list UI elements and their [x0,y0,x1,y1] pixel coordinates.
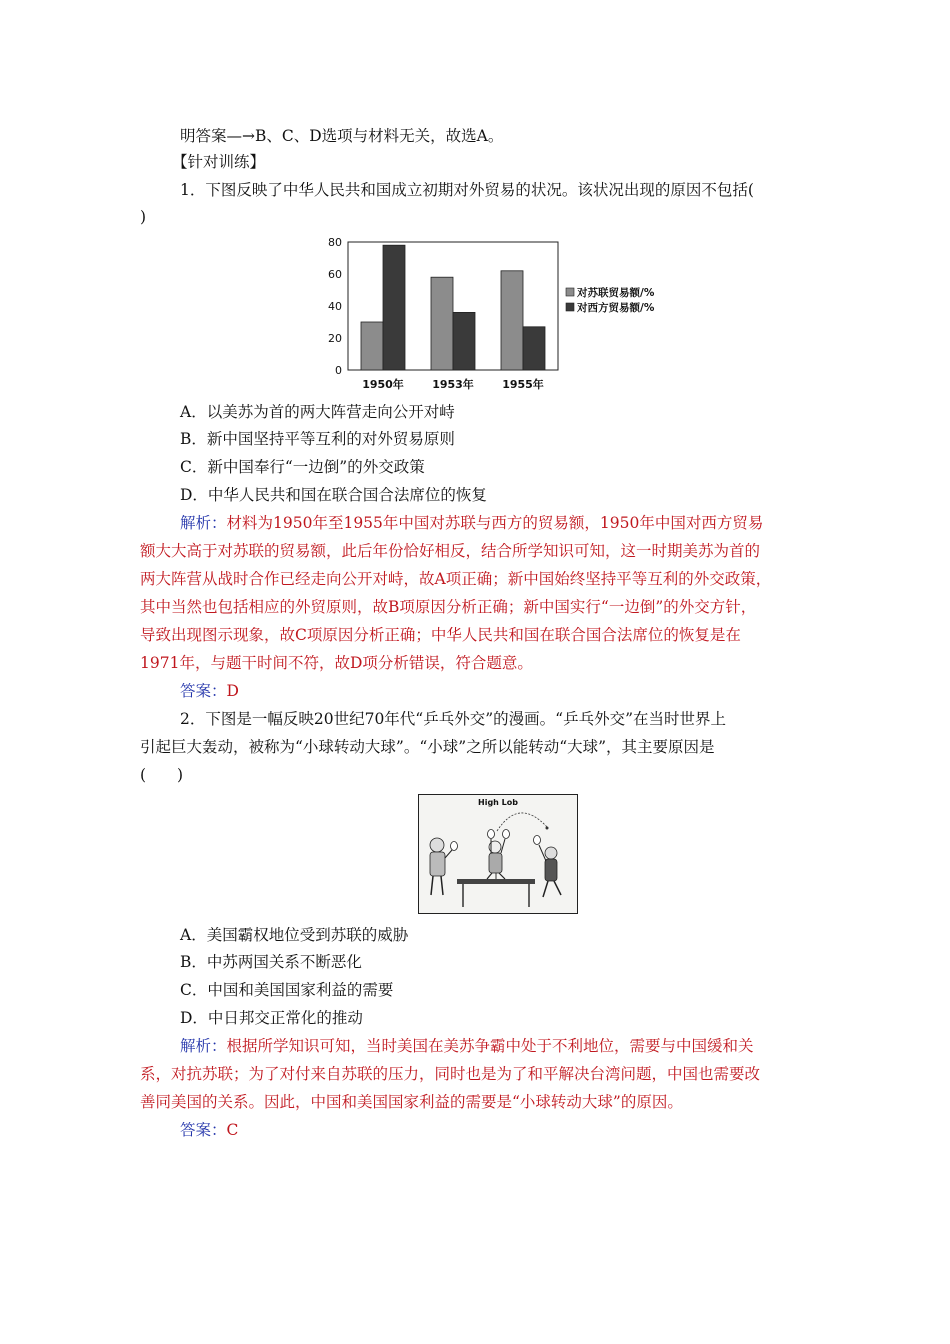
trade-bar-chart [318,232,680,394]
y-tick-label: 60 [328,268,342,281]
q2-option-c: C．中国和美国国家利益的需要 [180,981,394,999]
q2-stem-line2: 引起巨大轰动，被称为“小球转动大球”。“小球”之所以能转动“大球”，其主要原因是 [140,738,715,756]
q1-answer-value: D [226,682,239,700]
q1-option-a: A．以美苏为首的两大阵营走向公开对峙 [180,403,455,421]
q1-analysis-line-5: 导致出现图示现象，故C项原因分析正确；中华人民共和国在联合国合法席位的恢复是在 [140,626,741,644]
x-tick-label: 1953年 [432,378,474,391]
q1-analysis-line-6: 1971年，与题干时间不符，故D项分析错误，符合题意。 [140,654,533,672]
q1-analysis-label: 解析： [180,514,227,532]
intro-line: 明答案—→B、C、D选项与材料无关，故选A。 [180,127,504,145]
y-tick-label: 40 [328,300,342,313]
q1-analysis-line-2: 额大大高于对苏联的贸易额，此后年份恰好相反，结合所学知识可知，这一时期美苏为首的 [140,542,761,560]
y-tick-label: 80 [328,236,342,249]
bar-soviet-1 [431,277,453,370]
q1-analysis-line-3: 两大阵营从战时合作已经走向公开对峙，故A项正确；新中国始终坚持平等互利的外交政策， [140,570,772,588]
cartoon-drawing [419,795,577,913]
q1-option-b: B．新中国坚持平等互利的对外贸易原则 [180,430,455,448]
q1-stem-line2: ) [140,208,147,226]
q2-analysis-line-3: 善同美国的关系。因此，中国和美国国家利益的需要是“小球转动大球”的原因。 [140,1093,683,1111]
x-tick-label: 1955年 [502,378,544,391]
x-tick-label: 1950年 [362,378,404,391]
bar-western-1 [453,312,475,370]
legend-label-1: 对西方贸易额/% [577,302,655,314]
bar-soviet-2 [501,271,523,370]
bar-western-0 [383,245,405,370]
chart-legend [566,286,655,314]
q1-stem-line1: 1．下图反映了中华人民共和国成立初期对外贸易的状况。该状况出现的原因不包括( [180,181,754,199]
q2-stem-line3: ( ) [140,766,184,784]
q2-analysis-line-2: 系，对抗苏联；为了对付来自苏联的压力，同时也是为了和平解决台湾问题，中国也需要改 [140,1065,761,1083]
bar-western-2 [523,327,545,370]
cartoon-title: High Lob [478,798,518,807]
q1-answer-label: 答案： [180,682,227,700]
q2-option-a: A．美国霸权地位受到苏联的威胁 [180,926,409,944]
q1-option-d: D．中华人民共和国在联合国合法席位的恢复 [180,486,487,504]
q2-answer-label: 答案： [180,1121,227,1139]
q2-analysis-line-1: 解析：根据所学知识可知，当时美国在美苏争霸中处于不利地位，需要与中国缓和关 [180,1037,754,1055]
q1-answer [180,681,239,701]
bar-soviet-0 [361,322,383,370]
q2-analysis-label: 解析： [180,1037,227,1055]
q2-answer [180,1120,238,1140]
section-heading: 【针对训练】 [172,153,266,171]
ping-pong-cartoon [418,794,578,914]
legend-swatch-0 [566,288,574,296]
legend-swatch-1 [566,303,574,311]
q2-answer-value: C [226,1121,239,1139]
y-tick-label: 20 [328,332,342,345]
q1-analysis-line-1: 解析：材料为1950年至1955年中国对苏联与西方的贸易额，1950年中国对西方贸易 [180,514,764,532]
legend-label-0: 对苏联贸易额/% [577,287,655,299]
q2-option-d: D．中日邦交正常化的推动 [180,1009,363,1027]
chart-bars [361,245,545,370]
q2-stem-line1: 2．下图是一幅反映20世纪70年代“乒乓外交”的漫画。“乒乓外交”在当时世界上 [180,710,727,728]
q1-analysis-line-4: 其中当然也包括相应的外贸原则，故B项原因分析正确；新中国实行“一边倒”的外交方针， [140,598,757,616]
q2-option-b: B．中苏两国关系不断恶化 [180,953,362,971]
y-tick-label: 0 [335,364,342,377]
q1-option-c: C．新中国奉行“一边倒”的外交政策 [180,458,425,476]
